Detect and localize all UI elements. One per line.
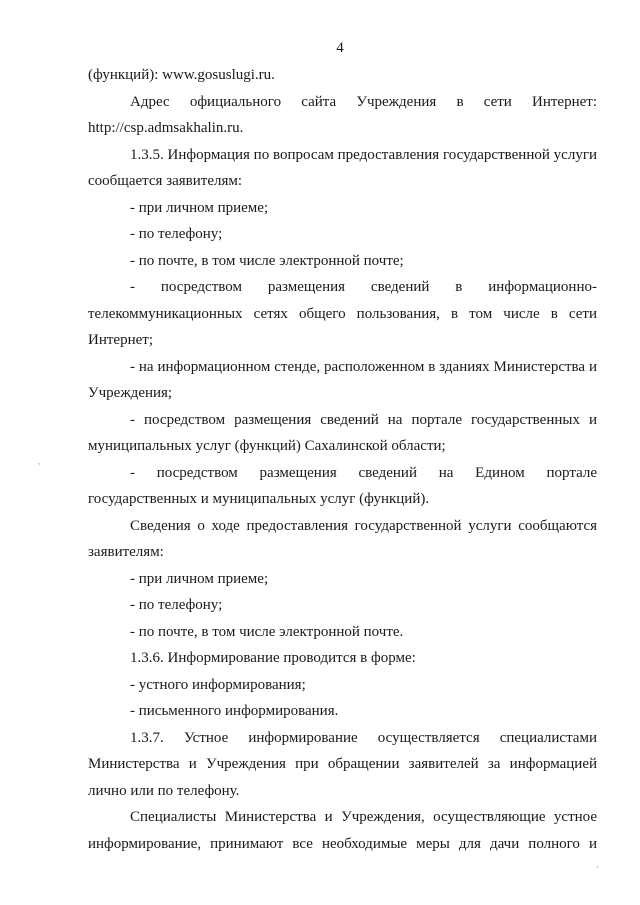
scan-speck: ·: [596, 862, 599, 872]
list-item: - посредством размещения сведений на портале государственных и муниципальных услуг (функций) Сахалинской области;: [88, 411, 597, 454]
list-item: - по телефону;: [130, 226, 223, 242]
document-body: [88, 62, 597, 857]
paragraph-1-3-5: 1.3.5. Информация по вопросам предоставления государственной услуги сообщается заявителям:: [88, 146, 597, 189]
list-item: - при личном приеме;: [130, 570, 269, 587]
list-item-continuation: телекоммуникационных сетях общего пользования, в том числе в сети Интернет;: [88, 305, 597, 348]
list-item: - письменного информирования.: [130, 703, 339, 719]
word: размещения: [267, 279, 346, 295]
list-item: - посредством размещения сведений на Едином портале государственных и муниципальных услуг (функций).: [88, 464, 597, 507]
paragraph-site-address: Адрес официального сайта Учреждения в сети Интернет: http://csp.admsakhalin.ru.: [88, 93, 597, 136]
list-item: - при личном приеме;: [130, 199, 269, 216]
paragraph-portal-url: (функций): www.gosuslugi.ru.: [88, 67, 275, 83]
list-item: - по телефону;: [130, 597, 223, 613]
paragraph-specialists: Специалисты Министерства и Учреждения, осуществляющие устное информирование, принимают все необходимые меры для дачи полного и: [88, 809, 597, 852]
word: в: [455, 279, 463, 295]
list-item: - по почте, в том числе электронной почте;: [130, 252, 404, 269]
list-item: - по почте, в том числе электронной почте.: [130, 623, 404, 640]
word: информационно-: [488, 279, 597, 295]
list-dash: -: [130, 279, 135, 295]
list-item: - на информационном стенде, расположенном в зданиях Министерства и Учреждения;: [88, 358, 597, 401]
word: сведений: [370, 279, 430, 295]
list-item-spaced-line: [88, 274, 597, 301]
page-number: 4: [336, 40, 344, 56]
paragraph-1-3-6: 1.3.6. Информирование проводится в форме:: [130, 650, 416, 666]
word: посредством: [160, 279, 242, 295]
list-item: - устного информирования;: [130, 676, 306, 693]
paragraph-status-info: Сведения о ходе предоставления государственной услуги сообщаются заявителям:: [88, 517, 597, 560]
paragraph-1-3-7: 1.3.7. Устное информирование осуществляется специалистами Министерства и Учреждения при обращении заявителей за информацией лично или по телефону.: [88, 729, 597, 799]
scan-speck: ‵: [38, 462, 41, 472]
